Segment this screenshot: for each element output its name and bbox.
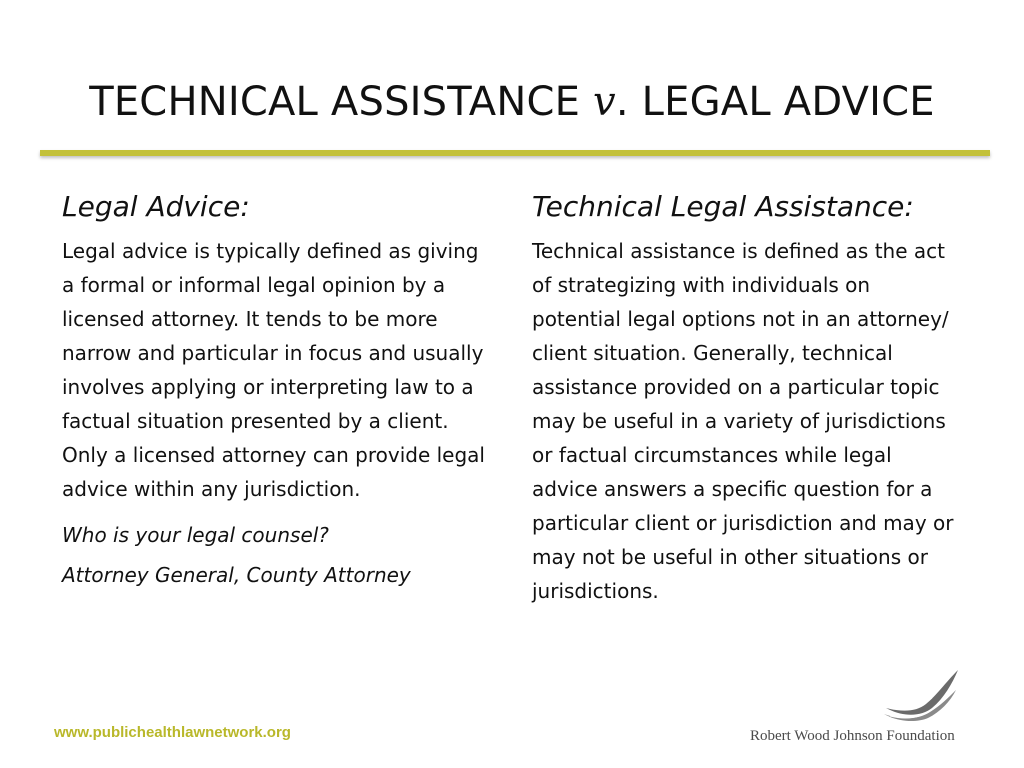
logo-wordmark: Robert Wood Johnson Foundation bbox=[750, 728, 955, 744]
rwjf-logo bbox=[748, 668, 968, 748]
legal-counsel-question: Who is your legal counsel? bbox=[62, 522, 329, 547]
slide-title bbox=[0, 78, 1024, 126]
technical-assistance-heading: Technical Legal Assistance: bbox=[532, 190, 914, 223]
legal-advice-heading: Legal Advice: bbox=[62, 190, 250, 223]
title-divider bbox=[40, 150, 990, 156]
title-rest: . LEGAL ADVICE bbox=[615, 79, 935, 125]
title-v: v bbox=[593, 79, 616, 125]
footer-url-link[interactable]: www.publichealthlawnetwork.org bbox=[54, 724, 291, 741]
legal-counsel-answer: Attorney General, County Attorney bbox=[62, 562, 411, 587]
feather-wings-icon bbox=[882, 668, 962, 724]
technical-assistance-body: Technical assistance is defined as the act of strategizing with individuals on potential legal options not in an attorney/ client situation. Generally, technical assistance provided on a particular topic may be useful in a variety of jurisdictions or factual circumstances while legal advice answers a specific question for a particular client or jurisdiction and may or may not be useful in other situations or jurisdictions. bbox=[532, 238, 954, 603]
legal-advice-body: Legal advice is typically defined as giving a formal or informal legal opinion by a licensed attorney. It tends to be more narrow and particular in focus and usually involves applying or interpreting law to a factual situation presented by a client. Only a licensed attorney can provide legal advice within any jurisdiction. bbox=[62, 238, 485, 501]
left-column bbox=[62, 190, 492, 598]
title-main: TECHNICAL ASSISTANCE bbox=[89, 79, 593, 125]
right-column bbox=[532, 190, 962, 620]
